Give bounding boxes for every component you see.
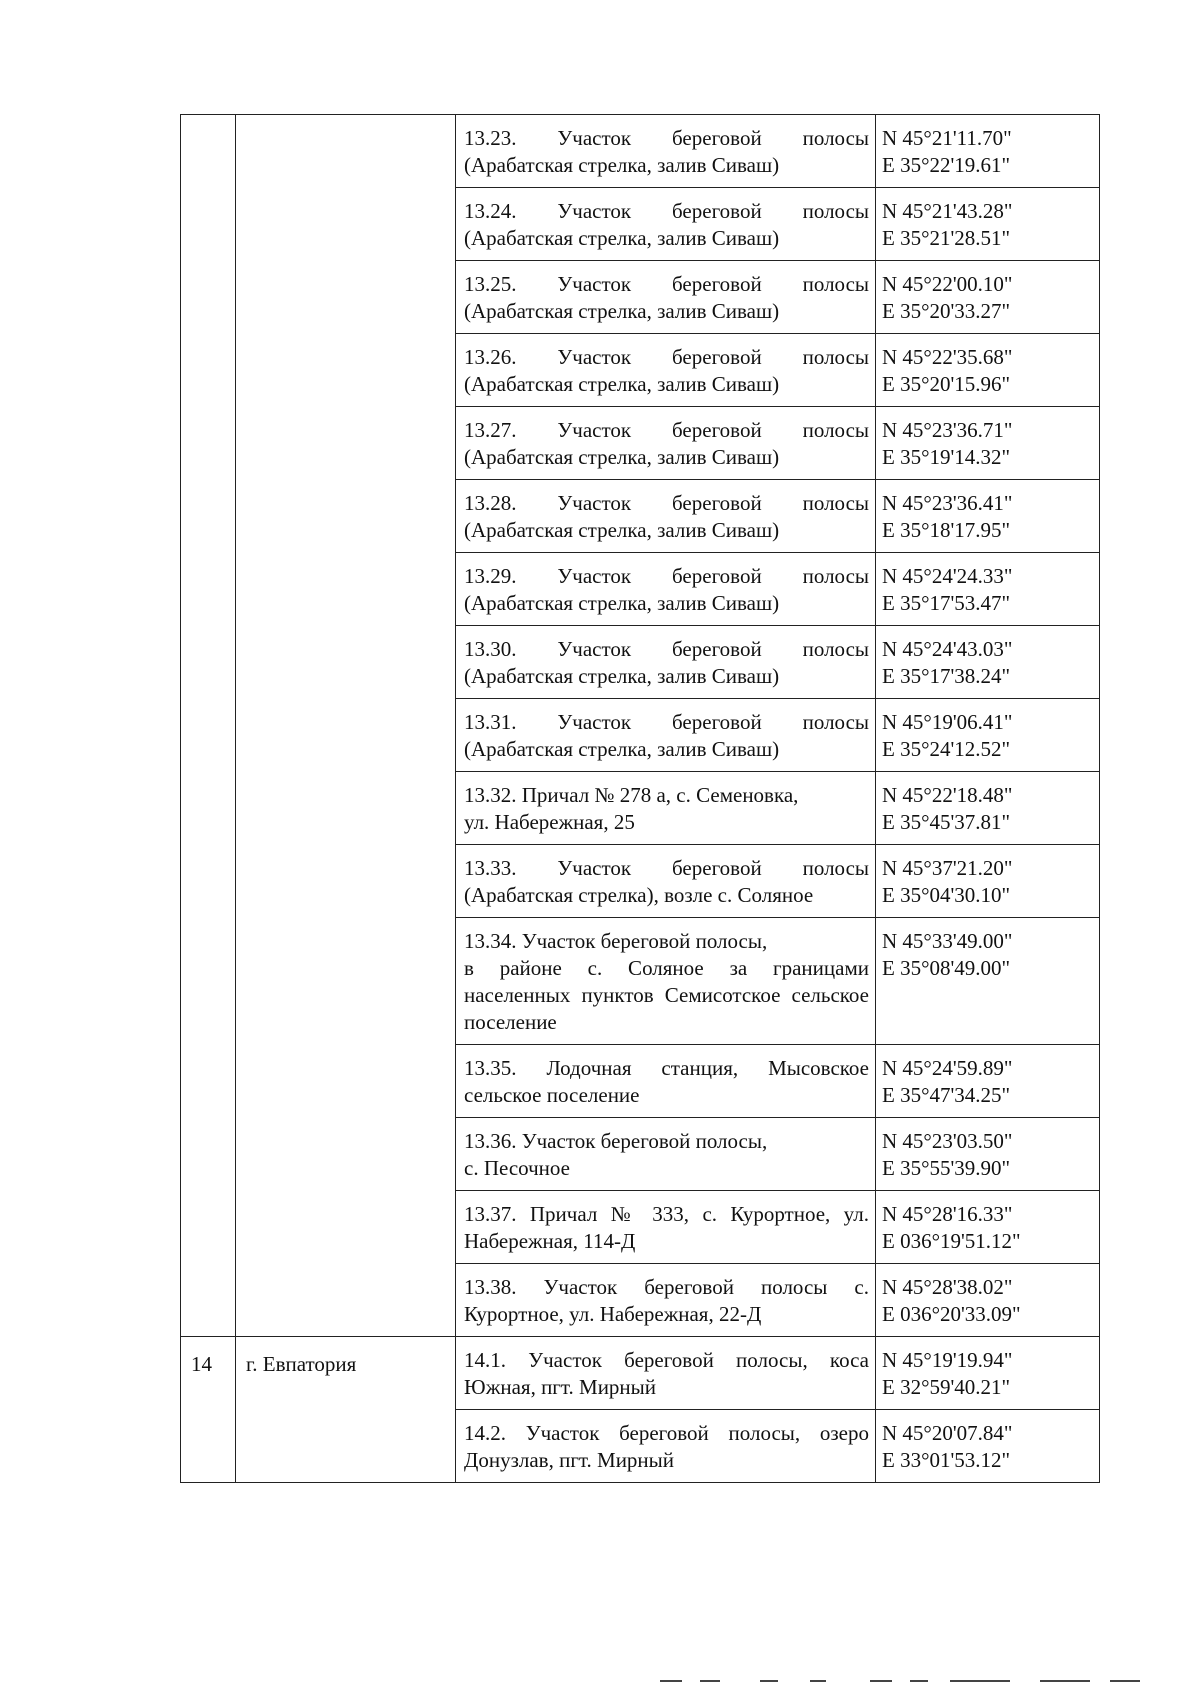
longitude-value: E 35°22'19.61" bbox=[882, 153, 1011, 177]
latitude-value: N 45°23'03.50" bbox=[882, 1129, 1013, 1153]
coordinates-cell bbox=[876, 1045, 1100, 1118]
location-cell bbox=[456, 772, 876, 845]
location-description: 13.34. Участок береговой полосы, в районе с. Соляное за границами населенных пунктов Семисотское сельское поселение bbox=[464, 929, 869, 1034]
longitude-value: E 35°17'38.24" bbox=[882, 664, 1011, 688]
group-place-cell: г. Евпатория bbox=[236, 1337, 456, 1483]
location-description: 13.33. Участок береговой полосы (Арабатская стрелка), возле с. Соляное bbox=[464, 856, 869, 907]
coordinates-table bbox=[180, 114, 1100, 1483]
table-row bbox=[181, 1337, 1100, 1410]
coordinates-cell bbox=[876, 553, 1100, 626]
table-body bbox=[181, 115, 1100, 1483]
latitude-value: N 45°22'00.10" bbox=[882, 272, 1013, 296]
location-cell bbox=[456, 1045, 876, 1118]
location-cell bbox=[456, 1337, 876, 1410]
location-cell bbox=[456, 1410, 876, 1483]
coordinates-cell bbox=[876, 407, 1100, 480]
location-cell bbox=[456, 1118, 876, 1191]
longitude-value: E 35°20'15.96" bbox=[882, 372, 1011, 396]
location-cell bbox=[456, 918, 876, 1045]
longitude-value: E 35°08'49.00" bbox=[882, 956, 1011, 980]
latitude-value: N 45°37'21.20" bbox=[882, 856, 1013, 880]
coordinates-cell bbox=[876, 626, 1100, 699]
longitude-value: E 036°20'33.09" bbox=[882, 1302, 1021, 1326]
longitude-value: E 32°59'40.21" bbox=[882, 1375, 1011, 1399]
location-cell bbox=[456, 188, 876, 261]
location-description: 13.23. Участок береговой полосы (Арабатская стрелка, залив Сиваш) bbox=[464, 126, 869, 177]
group-number-cell bbox=[181, 115, 236, 1337]
latitude-value: N 45°20'07.84" bbox=[882, 1421, 1013, 1445]
longitude-value: E 35°47'34.25" bbox=[882, 1083, 1011, 1107]
location-cell bbox=[456, 115, 876, 188]
longitude-value: E 35°45'37.81" bbox=[882, 810, 1011, 834]
longitude-value: E 35°18'17.95" bbox=[882, 518, 1011, 542]
location-description: 13.29. Участок береговой полосы (Арабатская стрелка, залив Сиваш) bbox=[464, 564, 869, 615]
coordinates-cell bbox=[876, 188, 1100, 261]
coordinates-cell bbox=[876, 480, 1100, 553]
location-description: 13.28. Участок береговой полосы (Арабатская стрелка, залив Сиваш) bbox=[464, 491, 869, 542]
longitude-value: E 33°01'53.12" bbox=[882, 1448, 1011, 1472]
location-cell bbox=[456, 845, 876, 918]
scan-artifact-marks bbox=[660, 1680, 1200, 1684]
location-cell bbox=[456, 261, 876, 334]
location-cell bbox=[456, 480, 876, 553]
longitude-value: E 35°20'33.27" bbox=[882, 299, 1011, 323]
table-row bbox=[181, 115, 1100, 188]
coordinates-cell bbox=[876, 1264, 1100, 1337]
location-cell bbox=[456, 699, 876, 772]
longitude-value: E 036°19'51.12" bbox=[882, 1229, 1021, 1253]
latitude-value: N 45°24'24.33" bbox=[882, 564, 1013, 588]
coordinates-cell bbox=[876, 845, 1100, 918]
location-description: 13.35. Лодочная станция, Мысовское сельское поселение bbox=[464, 1056, 869, 1107]
latitude-value: N 45°21'11.70" bbox=[882, 126, 1012, 150]
location-cell bbox=[456, 553, 876, 626]
coordinates-cell bbox=[876, 1410, 1100, 1483]
latitude-value: N 45°33'49.00" bbox=[882, 929, 1013, 953]
location-description: 14.1. Участок береговой полосы, коса Южная, пгт. Мирный bbox=[464, 1348, 869, 1399]
latitude-value: N 45°23'36.41" bbox=[882, 491, 1013, 515]
location-description: 14.2. Участок береговой полосы, озеро Донузлав, пгт. Мирный bbox=[464, 1421, 869, 1472]
latitude-value: N 45°21'43.28" bbox=[882, 199, 1013, 223]
location-description: 13.25. Участок береговой полосы (Арабатская стрелка, залив Сиваш) bbox=[464, 272, 869, 323]
latitude-value: N 45°24'59.89" bbox=[882, 1056, 1013, 1080]
coordinates-cell bbox=[876, 115, 1100, 188]
latitude-value: N 45°19'06.41" bbox=[882, 710, 1013, 734]
latitude-value: N 45°28'16.33" bbox=[882, 1202, 1013, 1226]
location-description: 13.31. Участок береговой полосы (Арабатская стрелка, залив Сиваш) bbox=[464, 710, 869, 761]
location-description: 13.36. Участок береговой полосы, с. Песочное bbox=[464, 1129, 768, 1180]
latitude-value: N 45°22'18.48" bbox=[882, 783, 1013, 807]
longitude-value: E 35°19'14.32" bbox=[882, 445, 1011, 469]
coordinates-cell bbox=[876, 1118, 1100, 1191]
longitude-value: E 35°04'30.10" bbox=[882, 883, 1011, 907]
coordinates-cell bbox=[876, 918, 1100, 1045]
location-description: 13.30. Участок береговой полосы (Арабатская стрелка, залив Сиваш) bbox=[464, 637, 869, 688]
location-description: 13.27. Участок береговой полосы (Арабатская стрелка, залив Сиваш) bbox=[464, 418, 869, 469]
latitude-value: N 45°28'38.02" bbox=[882, 1275, 1013, 1299]
location-description: 13.24. Участок береговой полосы (Арабатская стрелка, залив Сиваш) bbox=[464, 199, 869, 250]
location-cell bbox=[456, 1264, 876, 1337]
latitude-value: N 45°24'43.03" bbox=[882, 637, 1013, 661]
location-description: 13.37. Причал № 333, с. Курортное, ул. Набережная, 114-Д bbox=[464, 1202, 869, 1253]
location-description: 13.26. Участок береговой полосы (Арабатская стрелка, залив Сиваш) bbox=[464, 345, 869, 396]
location-description: 13.32. Причал № 278 а, с. Семеновка, ул. Набережная, 25 bbox=[464, 783, 799, 834]
location-cell bbox=[456, 334, 876, 407]
group-number-cell: 14 bbox=[181, 1337, 236, 1483]
coordinates-cell bbox=[876, 261, 1100, 334]
coordinates-cell bbox=[876, 334, 1100, 407]
group-place-cell bbox=[236, 115, 456, 1337]
longitude-value: E 35°55'39.90" bbox=[882, 1156, 1011, 1180]
coordinates-cell bbox=[876, 772, 1100, 845]
longitude-value: E 35°24'12.52" bbox=[882, 737, 1011, 761]
location-cell bbox=[456, 626, 876, 699]
location-description: 13.38. Участок береговой полосы с. Курортное, ул. Набережная, 22-Д bbox=[464, 1275, 869, 1326]
longitude-value: E 35°21'28.51" bbox=[882, 226, 1011, 250]
latitude-value: N 45°23'36.71" bbox=[882, 418, 1013, 442]
longitude-value: E 35°17'53.47" bbox=[882, 591, 1011, 615]
location-cell bbox=[456, 407, 876, 480]
coordinates-cell bbox=[876, 699, 1100, 772]
latitude-value: N 45°19'19.94" bbox=[882, 1348, 1013, 1372]
location-cell bbox=[456, 1191, 876, 1264]
coordinates-cell bbox=[876, 1337, 1100, 1410]
coordinates-cell bbox=[876, 1191, 1100, 1264]
latitude-value: N 45°22'35.68" bbox=[882, 345, 1013, 369]
